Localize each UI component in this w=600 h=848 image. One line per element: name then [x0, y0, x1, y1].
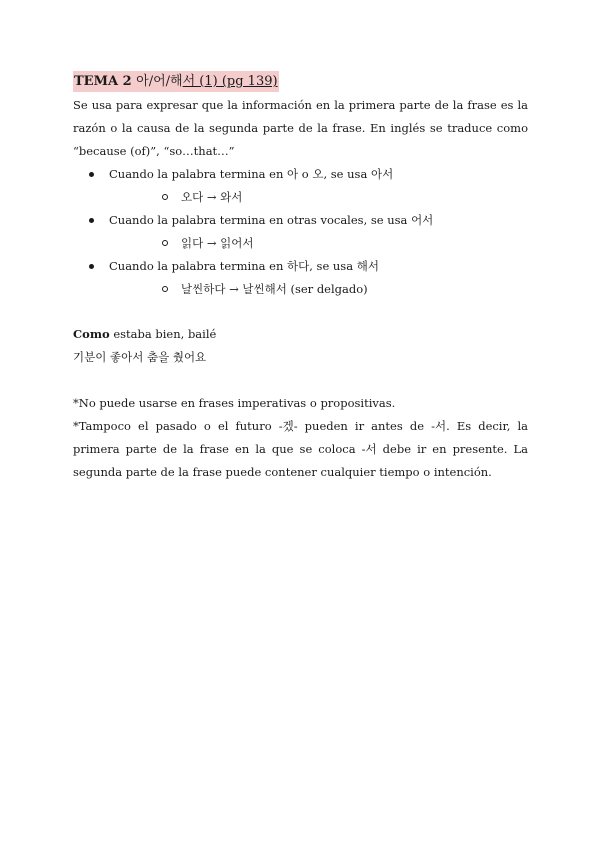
example-bold-word: Como [73, 327, 110, 341]
rule-item [73, 255, 528, 301]
example-sentence-spanish [73, 323, 528, 346]
rule-example-text: 오다 → 와서 [181, 190, 243, 204]
bullet-icon [89, 264, 94, 269]
title-page-reference: 서 (1) (pg 139) [182, 74, 278, 89]
rule-example [109, 278, 528, 301]
bullet-icon [89, 172, 94, 177]
rule-item [73, 163, 528, 209]
note-imperative: *No puede usarse en frases imperativas o propositivas. [73, 396, 396, 410]
note-tense: *Tampoco el pasado o el futuro -겠- pueden ir antes de -서. Es decir, la primera parte de la frase en la que se coloca -서 debe ir en presente. La segunda parte de la frase puede contener cualquier tiempo o intención. [73, 419, 528, 479]
rule-example [109, 186, 528, 209]
rules-list [73, 163, 528, 301]
example-rest: estaba bien, bailé [109, 327, 217, 341]
rule-text: Cuando la palabra termina en otras vocales, se usa 어서 [109, 213, 434, 227]
section-title [73, 71, 279, 92]
intro-paragraph: Se usa para expresar que la información en la primera parte de la frase es la razón o la causa de la segunda parte de la frase. En inglés se traduce como “because (of)”, “so…that…” [73, 98, 528, 158]
rule-example-text: 읽다 → 읽어서 [181, 236, 254, 250]
title-prefix: TEMA 2 [74, 74, 137, 89]
rule-text: Cuando la palabra termina en 아 o 오, se usa 아서 [109, 167, 394, 181]
hollow-bullet-icon [162, 194, 168, 200]
rule-text: Cuando la palabra termina en 하다, se usa 해서 [109, 259, 379, 273]
document-page [73, 70, 528, 484]
rule-item [73, 209, 528, 255]
bullet-icon [89, 218, 94, 223]
rule-example [109, 232, 528, 255]
hollow-bullet-icon [162, 286, 168, 292]
example-sentence-korean: 기분이 좋아서 춤을 췄어요 [73, 350, 207, 364]
rule-example-text: 날씬하다 → 날씬해서 (ser delgado) [181, 282, 368, 296]
hollow-bullet-icon [162, 240, 168, 246]
title-korean: 아/어/해 [136, 74, 183, 89]
